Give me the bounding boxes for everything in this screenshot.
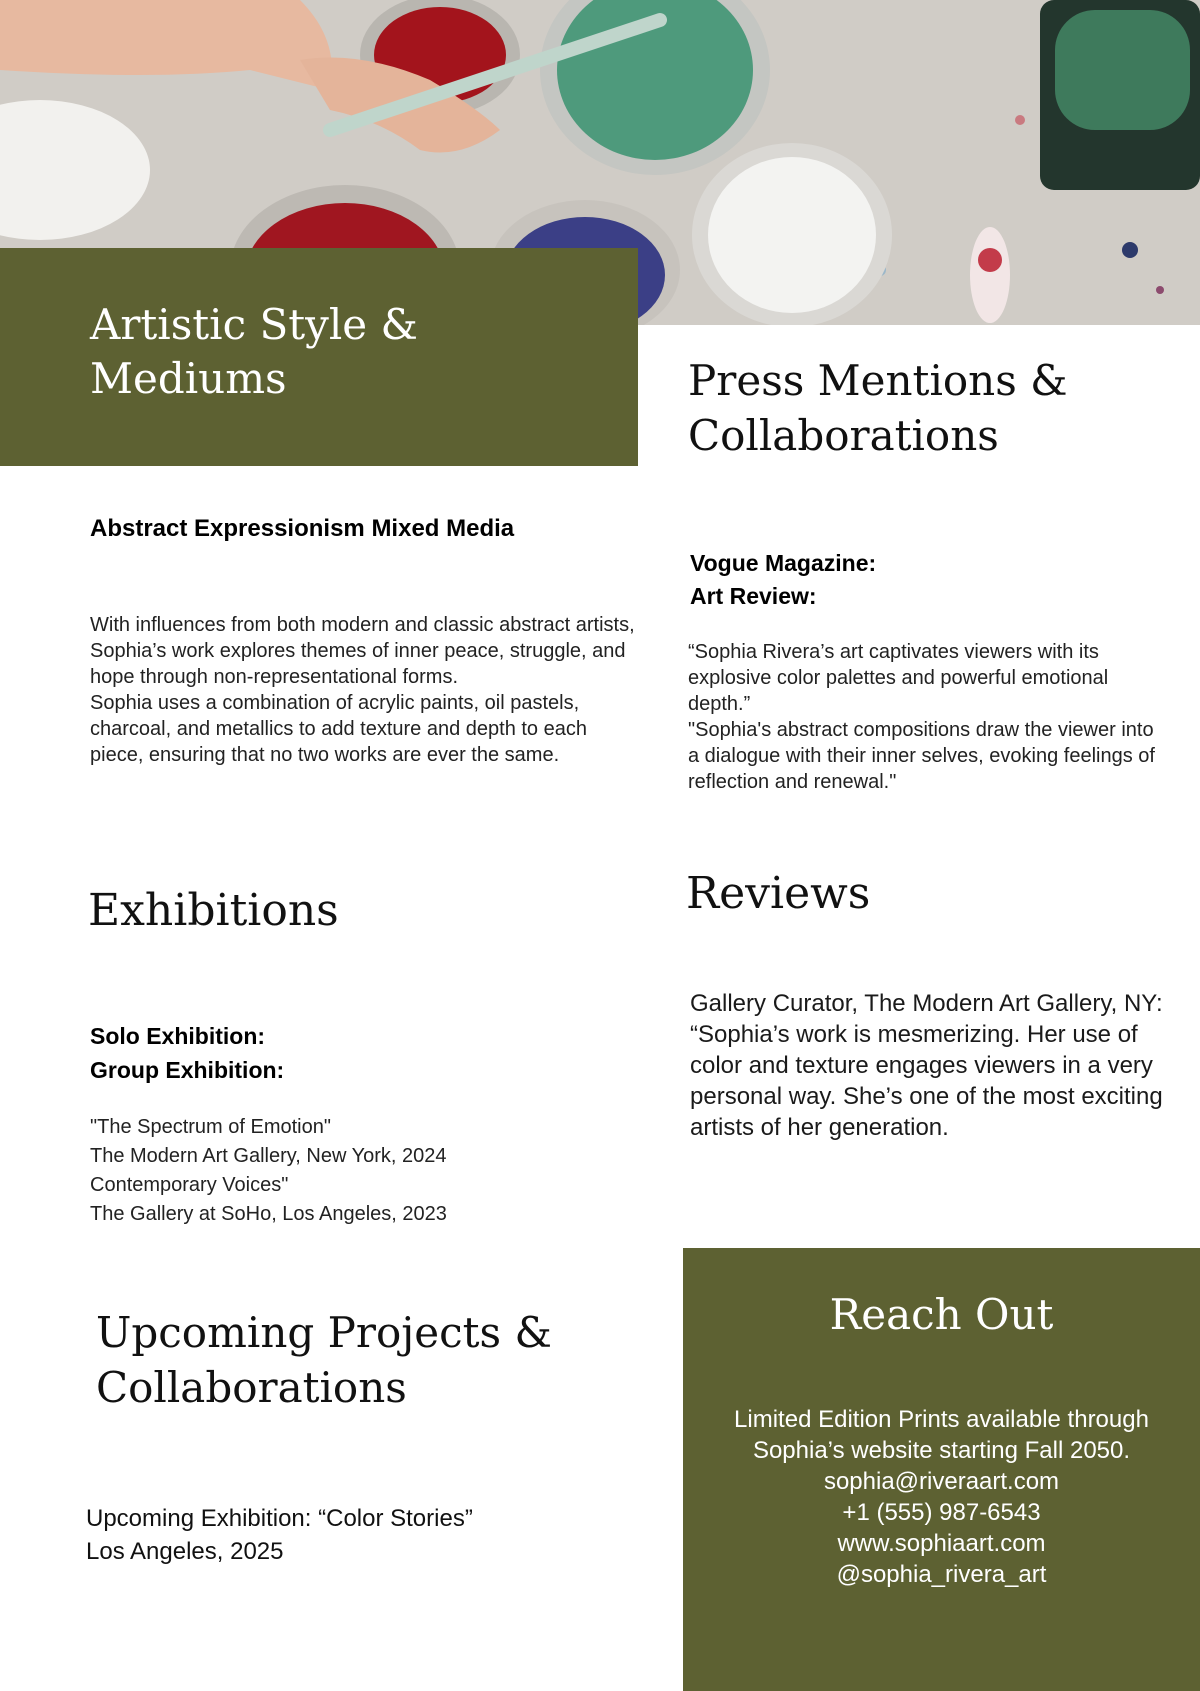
review-quote: “Sophia’s work is mesmerizing. Her use of color and texture engages viewers in a very personal way. She’s one of the most exciting artists of her generation. (690, 1021, 1163, 1141)
exhibition-line: The Gallery at SoHo, Los Angeles, 2023 (90, 1203, 447, 1225)
exhibition-types (90, 1019, 284, 1087)
reach-out-title: Reach Out (829, 1290, 1054, 1339)
artistic-style-paragraph: With influences from both modern and classic abstract artists, Sophia’s work explores themes of inner peace, struggle, and hope through non-representational forms. (90, 614, 635, 688)
reach-out-contact (683, 1404, 1200, 1590)
exhibition-line: Contemporary Voices" (90, 1174, 289, 1196)
press-source: Art Review: (690, 583, 817, 609)
exhibitions-title: Exhibitions (88, 885, 339, 936)
exhibition-type: Group Exhibition: (90, 1057, 285, 1083)
review (690, 988, 1170, 1143)
press-quote: "Sophia's abstract compositions draw the viewer into a dialogue with their inner selves, evoking feelings of reflection and renewal." (688, 719, 1155, 793)
upcoming-line: Upcoming Exhibition: “Color Stories” (86, 1505, 473, 1532)
upcoming-details (86, 1502, 473, 1568)
review-source: Gallery Curator, The Modern Art Gallery, NY: (690, 990, 1163, 1017)
exhibition-line: The Modern Art Gallery, New York, 2024 (90, 1145, 447, 1167)
artistic-style-title: Artistic Style & Mediums (90, 300, 418, 403)
email-link[interactable]: sophia@riveraart.com (823, 1468, 1060, 1495)
press-title: Press Mentions & Collaborations (688, 356, 1068, 460)
upcoming-title: Upcoming Projects & Collaborations (96, 1308, 552, 1412)
press-sources (690, 547, 876, 613)
artistic-style-subtitle: Abstract Expressionism Mixed Media (90, 515, 515, 542)
exhibition-list (90, 1113, 447, 1229)
reviews-title: Reviews (686, 868, 871, 919)
exhibition-type: Solo Exhibition: (90, 1023, 266, 1049)
phone-number[interactable]: +1 (555) 987-6543 (842, 1499, 1041, 1526)
exhibition-line: "The Spectrum of Emotion" (90, 1116, 331, 1138)
social-handle[interactable]: @sophia_rivera_art (836, 1561, 1047, 1588)
artistic-style-body (90, 612, 640, 768)
press-quotes (688, 639, 1158, 795)
prints-note: Limited Edition Prints available through Sophia’s website starting Fall 2050. (734, 1406, 1149, 1464)
website-link[interactable]: www.sophiaart.com (837, 1530, 1046, 1557)
press-quote: “Sophia Rivera’s art captivates viewers with its explosive color palettes and powerful emotional depth.” (688, 641, 1109, 715)
upcoming-line: Los Angeles, 2025 (86, 1538, 284, 1565)
press-source: Vogue Magazine: (690, 550, 877, 576)
artistic-style-paragraph: Sophia uses a combination of acrylic paints, oil pastels, charcoal, and metallics to add texture and depth to each piece, ensuring that no two works are ever the same. (90, 692, 587, 766)
